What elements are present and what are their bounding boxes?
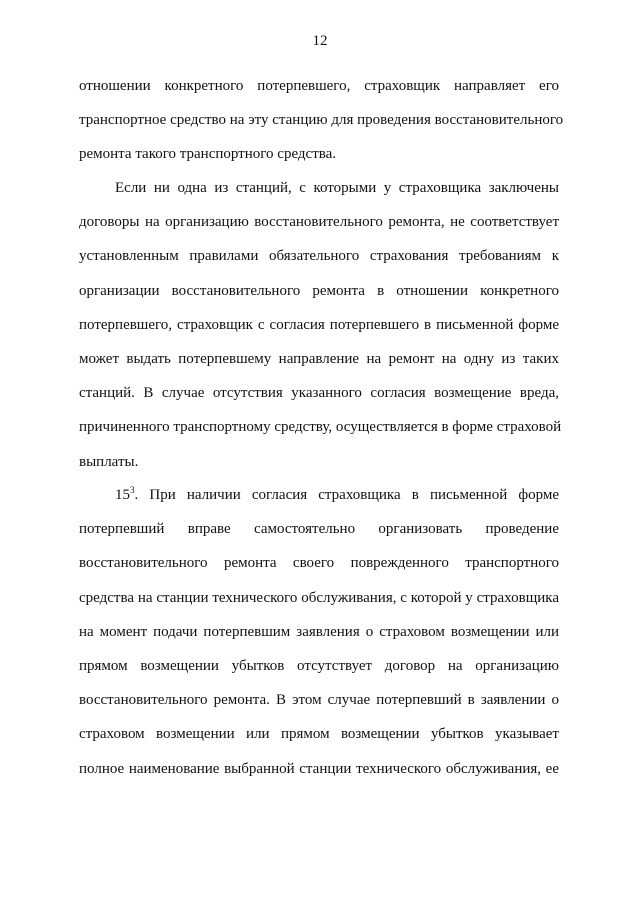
item-number: 15 [115,487,130,503]
text-line: полное наименование выбранной станции технического обслуживания, ее [79,760,559,777]
page-number: 12 [312,33,328,49]
text-line: транспортное средство на эту станцию для проведения восстановительного [79,112,564,129]
text-line: договоры на организацию восстановительного ремонта, не соответствует [79,214,559,231]
text-line: средства на станции технического обслуживания, с которой у страховщика [79,589,559,606]
paragraph-1 [79,69,564,172]
text-line: страховом возмещении или прямом возмещении убытков указывает [79,726,559,743]
text-line: может выдать потерпевшему направление на ремонт на одну из таких [79,350,559,367]
text-line: Если ни одна из станций, с которыми у страховщика заключены [115,180,559,196]
text-line-item-start [79,478,559,512]
text-line: потерпевшего, страховщик с согласия потерпевшего в письменной форме [79,316,559,333]
text-line: потерпевший вправе самостоятельно организовать проведение [79,521,559,538]
paragraph-3 [79,478,559,786]
text-line: организации восстановительного ремонта в отношении конкретного [79,282,559,299]
paragraph-2 [79,171,562,479]
text-line: прямом возмещении убытков отсутствует договор на организацию [79,657,559,674]
text-line: на момент подачи потерпевшим заявления о страховом возмещении или [79,623,559,640]
item-first-line: . При наличии согласия страховщика в письменной форме [134,487,559,503]
item-superscript: 3 [130,485,135,495]
text-line: станций. В случае отсутствия указанного согласия возмещение вреда, [79,385,559,402]
text-line: причиненного транспортному средству, осуществляется в форме страховой [79,419,562,436]
text-line: выплаты. [79,453,139,470]
text-line: ремонта такого транспортного средства. [79,146,337,163]
text-line: отношении конкретного потерпевшего, страховщик направляет его [79,78,559,94]
text-line: восстановительного ремонта своего поврежденного транспортного [79,555,559,572]
text-line: установленным правилами обязательного страхования требованиям к [79,248,559,265]
text-line: восстановительного ремонта. В этом случае потерпевший в заявлении о [79,692,559,709]
